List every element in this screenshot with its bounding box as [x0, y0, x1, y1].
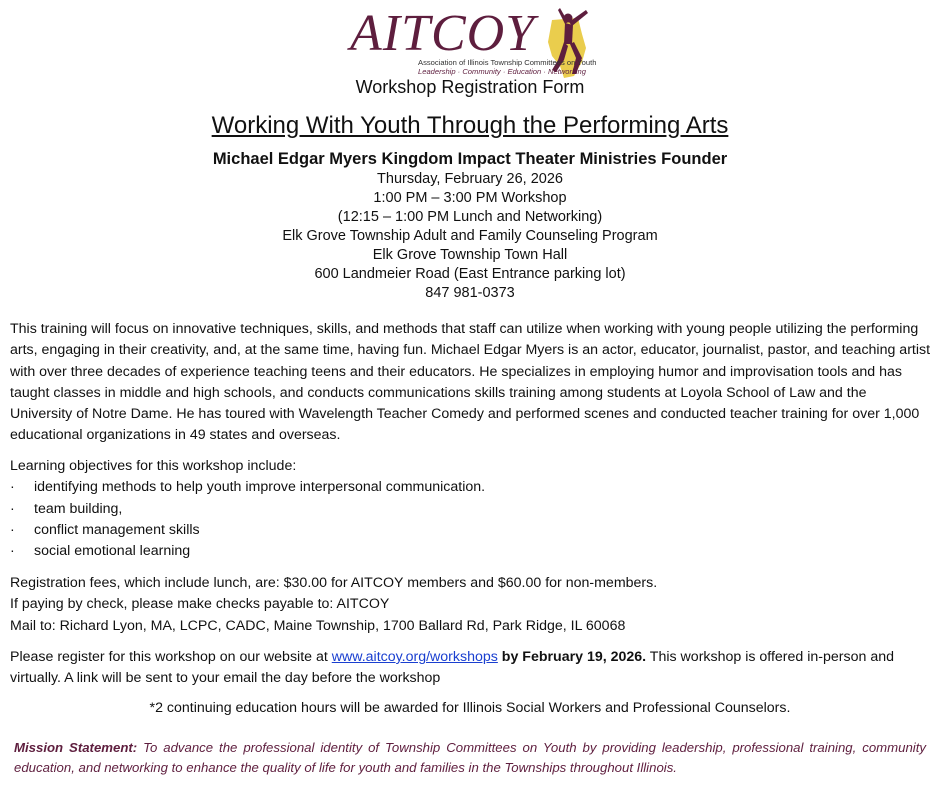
objective-text: conflict management skills: [34, 521, 200, 538]
form-title: Workshop Registration Form: [355, 77, 585, 97]
register-prefix: Please register for this workshop on our website at: [10, 649, 332, 665]
aitcoy-logo: [346, 4, 602, 80]
register-suffix: This workshop is offered in-person and virtually. A link will be sent to your email the day before the workshop: [10, 649, 895, 687]
workshop-title: Working With Youth Through the Performing Arts: [211, 112, 729, 139]
event-date: Thursday, February 26, 2026: [377, 171, 563, 187]
mission-statement: [14, 738, 926, 778]
list-item: [10, 520, 932, 541]
workshop-description: This training will focus on innovative techniques, skills, and methods that staff can utilize when working with young people utilizing the performing arts, engaging in their creativity, and, at the same time, having fun. Michael Edgar Myers is an actor, educator, journalist, pastor, and teaching artist with over three decades of experience teaching teens and their educators. He specializes in employing humor and improvisation tools and has taught classes in middle and high schools, and conducts communications skills training among students at Loyola School of Law and the University of Notre Dame. He has toured with Wavelength Teacher Comedy and performed scenes and conducted teacher training for over 1,000 educational organizations in 49 states and overseas.: [10, 321, 931, 444]
list-item: [10, 541, 932, 562]
event-venue: Elk Grove Township Town Hall: [372, 247, 568, 263]
bullet-icon: ·: [10, 521, 15, 538]
learning-objectives: [10, 456, 932, 562]
event-lunch-time: (12:15 – 1:00 PM Lunch and Networking): [337, 209, 603, 225]
event-phone: 847 981-0373: [425, 285, 515, 301]
list-item: [10, 477, 932, 498]
logo-wordmark: AITCOY: [350, 5, 536, 62]
bullet-icon: ·: [10, 500, 15, 517]
bullet-icon: ·: [10, 543, 15, 560]
register-deadline: by February 19, 2026.: [497, 649, 647, 665]
check-payable-line: If paying by check, please make checks payable to: AITCOY: [10, 596, 390, 613]
workshops-link[interactable]: www.aitcoy.org/workshops: [331, 649, 498, 665]
mission-label: Mission Statement:: [14, 740, 138, 755]
objectives-intro: Learning objectives for this workshop include:: [10, 458, 297, 474]
mail-to-line: Mail to: Richard Lyon, MA, LCPC, CADC, Maine Township, 1700 Ballard Rd, Park Ridge, IL 60068: [10, 617, 626, 634]
registration-fees: [10, 573, 932, 637]
logo-subtitle: Association of Illinois Township Committees on Youth: [418, 58, 597, 67]
logo-tagline: Leadership · Community · Education · Networking: [418, 67, 586, 76]
ceu-note: *2 continuing education hours will be awarded for Illinois Social Workers and Professional Counselors.: [149, 700, 791, 716]
registration-instructions: [10, 647, 932, 690]
objective-text: team building,: [34, 500, 123, 517]
objective-text: identifying methods to help youth improve interpersonal communication.: [34, 479, 486, 496]
mission-text: To advance the professional identity of Township Committees on Youth by providing leadership, professional training, community education, and networking to enhance the quality of life for youth and families in the Townships throughout Illinois.: [14, 740, 926, 775]
event-address: 600 Landmeier Road (East Entrance parking lot): [314, 266, 626, 282]
presenter-name: Michael Edgar Myers Kingdom Impact Theater Ministries Founder: [212, 150, 728, 168]
fees-line: Registration fees, which include lunch, are: $30.00 for AITCOY members and $60.00 for non-members.: [10, 575, 658, 591]
bullet-icon: ·: [10, 479, 15, 496]
objective-text: social emotional learning: [34, 543, 191, 560]
event-program: Elk Grove Township Adult and Family Counseling Program: [282, 228, 658, 244]
event-time: 1:00 PM – 3:00 PM Workshop: [373, 190, 567, 206]
list-item: [10, 499, 932, 520]
event-details: [0, 170, 940, 303]
